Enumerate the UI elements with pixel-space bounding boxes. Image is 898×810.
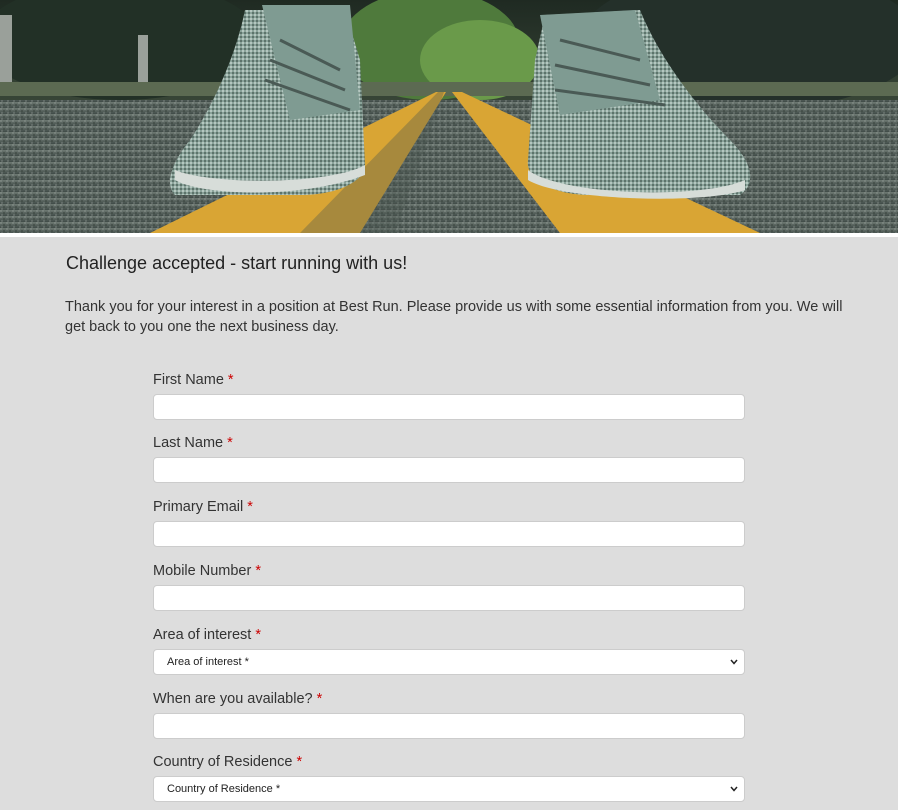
intro-text: Thank you for your interest in a position at Best Run. Please provide us with some essential information from you. We will get back to you one the next business day. [65,299,843,335]
required-marker: * [296,754,303,770]
hero-image [0,0,898,233]
required-marker: * [247,499,253,515]
area-of-interest-selected: Area of interest * [167,656,249,668]
availability-field [153,689,745,709]
required-marker: * [227,372,234,388]
mobile-number-input[interactable] [153,585,745,611]
chevron-down-icon [730,786,738,792]
last-name-input[interactable] [153,457,745,483]
required-marker: * [227,435,233,451]
mobile-number-field [153,561,745,581]
required-marker: * [255,627,261,643]
last-name-label: Last Name * [153,435,233,451]
chevron-down-icon [730,659,738,665]
last-name-field [153,433,745,453]
country-of-residence-field [153,752,745,795]
country-of-residence-label: Country of Residence * [153,754,303,770]
primary-email-label: Primary Email * [153,499,253,515]
hero-banner [0,0,898,233]
area-of-interest-field [153,625,745,668]
primary-email-input[interactable] [153,521,745,547]
availability-input[interactable] [153,713,745,739]
mobile-number-label: Mobile Number * [153,563,261,579]
first-name-label: First Name * [153,372,234,388]
primary-email-field [153,497,745,517]
area-of-interest-select[interactable] [153,649,745,675]
availability-label: When are you available? * [153,691,323,707]
country-of-residence-select[interactable] [153,776,745,802]
hero-divider [0,233,898,237]
first-name-input[interactable] [153,394,745,420]
page-title: Challenge accepted - start running with us! [66,253,408,273]
required-marker: * [255,563,261,579]
area-of-interest-label: Area of interest * [153,627,261,643]
required-marker: * [316,691,323,707]
country-of-residence-selected: Country of Residence * [167,783,281,795]
first-name-field [153,370,745,390]
